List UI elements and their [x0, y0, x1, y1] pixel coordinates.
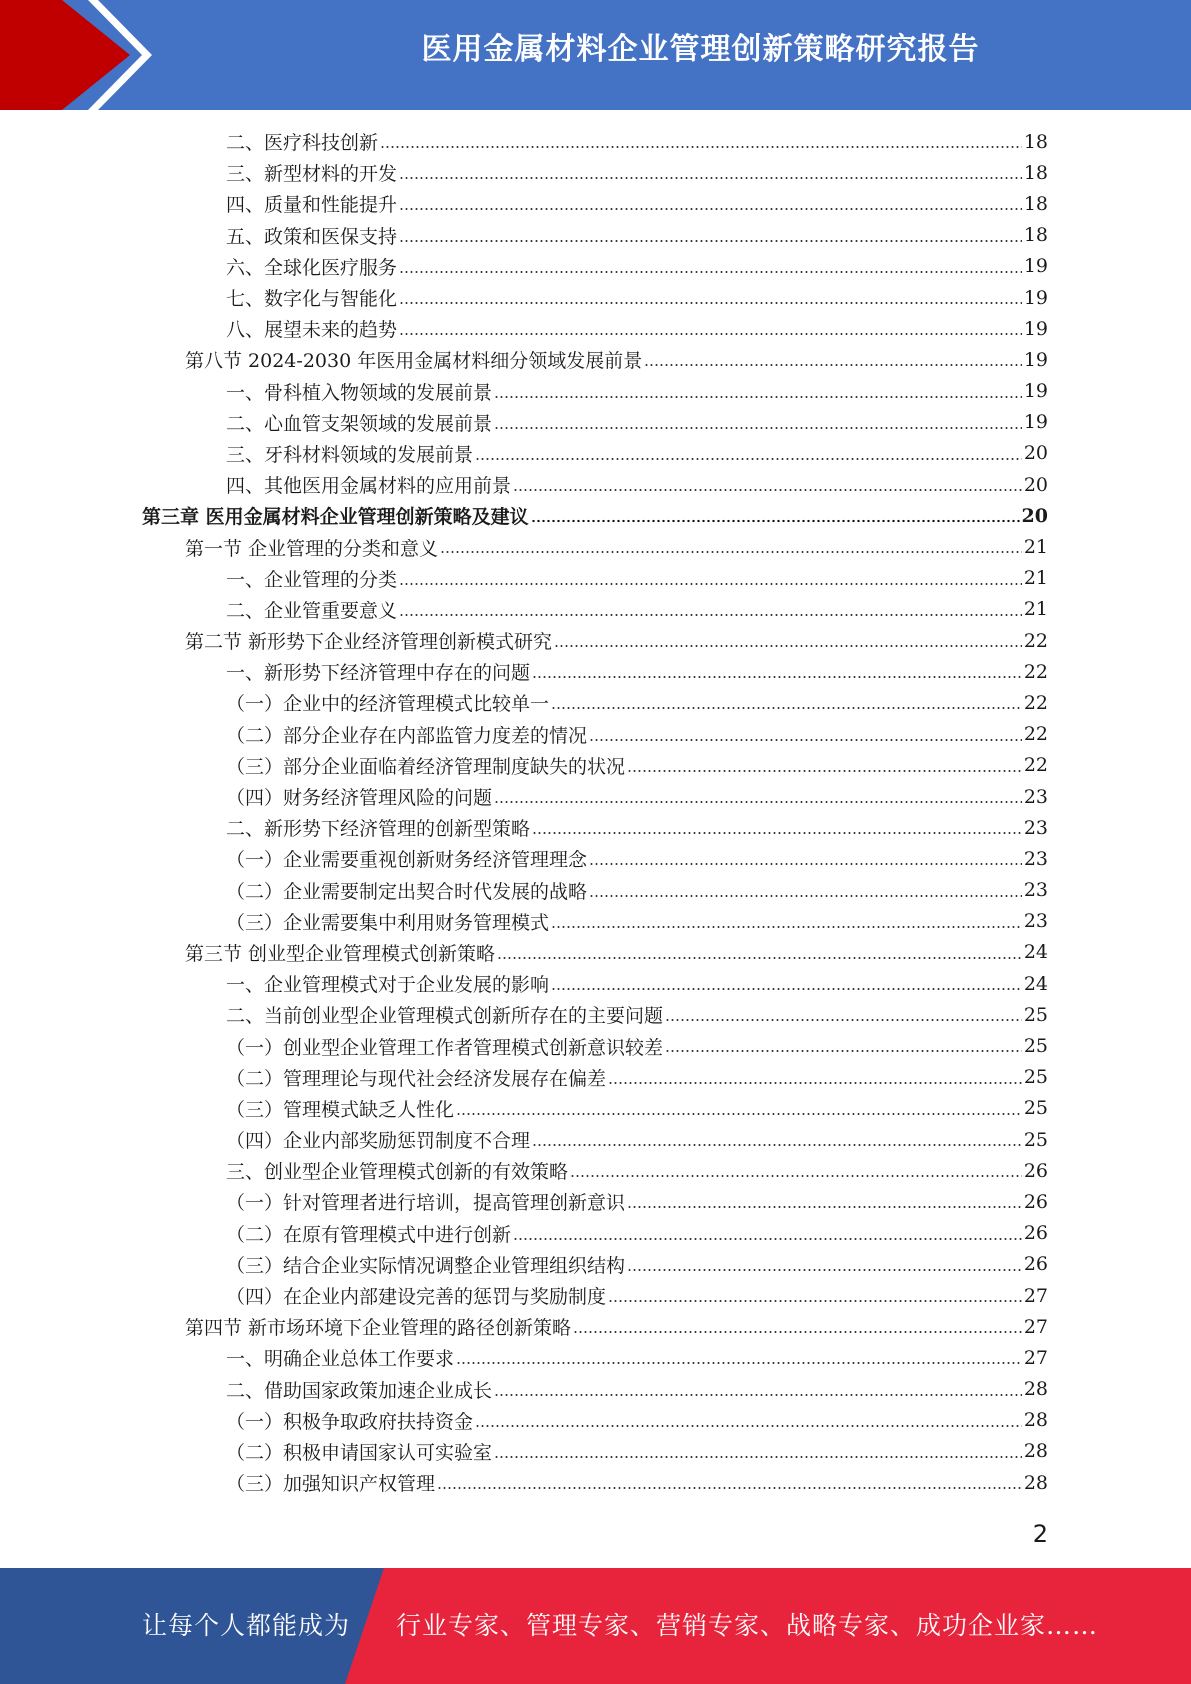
toc-entry-page: 19: [1023, 380, 1048, 403]
toc-entry-page: 27: [1023, 1346, 1048, 1369]
toc-entry[interactable]: [0, 1093, 1048, 1124]
toc-entry[interactable]: [0, 968, 1048, 999]
toc-entry-page: 23: [1023, 816, 1048, 839]
toc-entry-page: 25: [1023, 1035, 1048, 1058]
toc-entry-title: 一、骨科植入物领域的发展前景: [226, 381, 493, 404]
toc-dot-leader: [551, 687, 1022, 718]
page-header: [0, 0, 1191, 110]
toc-dot-leader: [589, 875, 1022, 906]
toc-entry-page: 20: [1023, 442, 1048, 465]
toc-dot-leader: [551, 968, 1022, 999]
toc-entry[interactable]: [0, 999, 1048, 1030]
toc-dot-leader: [494, 407, 1022, 438]
toc-entry-title: （一）针对管理者进行培训，提高管理创新意识: [226, 1192, 626, 1215]
toc-entry[interactable]: [0, 1280, 1048, 1311]
toc-entry[interactable]: [0, 687, 1048, 718]
toc-entry-page: 21: [1023, 598, 1048, 621]
toc-entry-page: 26: [1023, 1190, 1048, 1213]
toc-dot-leader: [456, 1093, 1022, 1124]
toc-entry-page: 27: [1023, 1284, 1048, 1307]
toc-dot-leader: [399, 251, 1022, 282]
toc-entry-page: 18: [1023, 130, 1048, 153]
toc-entry-title: （三）企业需要集中利用财务管理模式: [226, 911, 550, 934]
toc-dot-leader: [380, 126, 1022, 157]
toc-dot-leader: [627, 1186, 1022, 1217]
toc-entry-title: （二）管理理论与现代社会经济发展存在偏差: [226, 1067, 607, 1090]
toc-entry[interactable]: [0, 1342, 1048, 1373]
toc-entry-page: 23: [1023, 910, 1048, 933]
toc-entry-page: 24: [1023, 972, 1048, 995]
toc-entry-page: 20: [1023, 473, 1048, 496]
toc-dot-leader: [456, 1342, 1022, 1373]
toc-entry-title: （三）结合企业实际情况调整企业管理组织结构: [226, 1254, 626, 1277]
toc-entry-page: 23: [1023, 879, 1048, 902]
toc-entry-title: 四、质量和性能提升: [226, 194, 398, 217]
toc-entry-page: 25: [1023, 1097, 1048, 1120]
toc-entry-title: （四）财务经济管理风险的问题: [226, 787, 493, 810]
toc-entry-page: 22: [1023, 723, 1048, 746]
toc-entry-title: （二）部分企业存在内部监管力度差的情况: [226, 724, 588, 747]
toc-entry-title: （一）企业中的经济管理模式比较单一: [226, 693, 550, 716]
toc-entry[interactable]: [0, 906, 1048, 937]
toc-entry-page: 19: [1023, 317, 1048, 340]
toc-dot-leader: [494, 376, 1022, 407]
toc-entry-page: 28: [1023, 1409, 1048, 1432]
toc-entry[interactable]: [0, 407, 1048, 438]
toc-entry[interactable]: [0, 531, 1048, 562]
toc-entry-page: 27: [1023, 1315, 1048, 1338]
toc-dot-leader: [570, 1155, 1022, 1186]
toc-entry-page: 18: [1023, 224, 1048, 247]
toc-entry-page: 22: [1023, 660, 1048, 683]
toc-entry-title: 四、其他医用金属材料的应用前景: [226, 475, 512, 498]
toc-entry[interactable]: [0, 157, 1048, 188]
toc-dot-leader: [551, 906, 1022, 937]
toc-entry-title: 第四节 新市场环境下企业管理的路径创新策略: [185, 1317, 572, 1340]
toc-entry-title: 三、新型材料的开发: [226, 163, 398, 186]
toc-entry-title: （二）企业需要制定出契合时代发展的战略: [226, 880, 588, 903]
toc-entry-title: 五、政策和医保支持: [226, 225, 398, 248]
toc-entry[interactable]: [0, 126, 1048, 157]
toc-dot-leader: [573, 1311, 1022, 1342]
toc-entry[interactable]: [0, 376, 1048, 407]
toc-entry[interactable]: [0, 1030, 1048, 1061]
page-number: 2: [1032, 1520, 1048, 1548]
toc-entry-page: 18: [1023, 161, 1048, 184]
toc-entry-title: 一、企业管理的分类: [226, 568, 398, 591]
toc-dot-leader: [665, 999, 1022, 1030]
toc-entry[interactable]: [0, 719, 1048, 750]
toc-entry-page: 21: [1023, 536, 1048, 559]
toc-entry-title: 第三章 医用金属材料企业管理创新策略及建议: [142, 506, 529, 529]
toc-entry-title: （一）企业需要重视创新财务经济管理理念: [226, 849, 588, 872]
toc-entry-title: 二、企业管重要意义: [226, 599, 398, 622]
toc-entry[interactable]: [0, 1405, 1048, 1436]
toc-entry[interactable]: [0, 313, 1048, 344]
toc-entry[interactable]: [0, 750, 1048, 781]
toc-entry[interactable]: [0, 1249, 1048, 1280]
toc-entry-page: 20: [1021, 504, 1048, 527]
toc-entry-title: （二）在原有管理模式中进行创新: [226, 1223, 512, 1246]
toc-entry-page: 22: [1023, 691, 1048, 714]
footer-slogan-lead: 让每个人都能成为: [142, 1611, 351, 1640]
toc-entry[interactable]: [0, 843, 1048, 874]
toc-entry[interactable]: [0, 1186, 1048, 1217]
toc-entry-title: （一）积极争取政府扶持资金: [226, 1410, 474, 1433]
toc-entry-page: 26: [1023, 1253, 1048, 1276]
toc-dot-leader: [627, 1249, 1022, 1280]
toc-entry[interactable]: [0, 1467, 1048, 1498]
toc-entry-page: 25: [1023, 1066, 1048, 1089]
toc-entry[interactable]: [0, 563, 1048, 594]
toc-dot-leader: [494, 1436, 1022, 1467]
toc-dot-leader: [399, 313, 1022, 344]
toc-entry-title: 一、企业管理模式对于企业发展的影响: [226, 974, 550, 997]
toc-dot-leader: [532, 1124, 1022, 1155]
toc-entry-title: 二、借助国家政策加速企业成长: [226, 1379, 493, 1402]
table-of-contents: [0, 126, 1191, 1498]
toc-entry-page: 28: [1023, 1378, 1048, 1401]
toc-dot-leader: [554, 625, 1022, 656]
toc-entry-title: 第二节 新形势下企业经济管理创新模式研究: [185, 631, 553, 654]
toc-dot-leader: [399, 594, 1022, 625]
toc-entry-title: 第三节 创业型企业管理模式创新策略: [185, 942, 496, 965]
toc-entry-title: 七、数字化与智能化: [226, 288, 398, 311]
toc-entry-title: 二、当前创业型企业管理模式创新所存在的主要问题: [226, 1005, 664, 1028]
toc-entry-title: 二、医疗科技创新: [226, 132, 379, 155]
toc-entry-page: 19: [1023, 255, 1048, 278]
toc-dot-leader: [513, 469, 1022, 500]
toc-entry-title: 二、心血管支架领域的发展前景: [226, 412, 493, 435]
footer-slogan-roles: 行业专家、管理专家、营销专家、战略专家、成功企业家……: [396, 1611, 1099, 1640]
toc-dot-leader: [608, 1280, 1022, 1311]
toc-dot-leader: [440, 531, 1022, 562]
toc-entry[interactable]: [0, 344, 1048, 375]
toc-entry[interactable]: [0, 188, 1048, 219]
toc-entry-title: 一、新形势下经济管理中存在的问题: [226, 662, 531, 685]
toc-entry[interactable]: [0, 438, 1048, 469]
toc-entry-title: （三）部分企业面临着经济管理制度缺失的状况: [226, 755, 626, 778]
report-title: 医用金属材料企业管理创新策略研究报告: [421, 32, 980, 67]
toc-entry-page: 22: [1023, 754, 1048, 777]
toc-dot-leader: [589, 719, 1022, 750]
toc-entry-title: 三、创业型企业管理模式创新的有效策略: [226, 1161, 569, 1184]
toc-entry[interactable]: [0, 937, 1048, 968]
toc-entry-title: （四）企业内部奖励惩罚制度不合理: [226, 1130, 531, 1153]
toc-entry-title: （一）创业型企业管理工作者管理模式创新意识较差: [226, 1036, 664, 1059]
toc-dot-leader: [589, 843, 1022, 874]
toc-entry-page: 19: [1023, 348, 1048, 371]
toc-dot-leader: [532, 812, 1022, 843]
toc-dot-leader: [475, 1405, 1022, 1436]
toc-entry[interactable]: [0, 1124, 1048, 1155]
toc-entry-page: 26: [1023, 1222, 1048, 1245]
toc-dot-leader: [399, 220, 1022, 251]
toc-entry[interactable]: [0, 781, 1048, 812]
toc-entry-title: 八、展望未来的趋势: [226, 319, 398, 342]
toc-dot-leader: [494, 1374, 1022, 1405]
toc-entry-page: 28: [1023, 1471, 1048, 1494]
toc-dot-leader: [665, 1030, 1022, 1061]
toc-dot-leader: [399, 282, 1022, 313]
toc-entry[interactable]: [0, 656, 1048, 687]
toc-entry-page: 26: [1023, 1159, 1048, 1182]
toc-entry-page: 22: [1023, 629, 1048, 652]
toc-entry-title: 第八节 2024-2030 年医用金属材料细分领域发展前景: [185, 350, 643, 373]
toc-entry-title: 三、牙科材料领域的发展前景: [226, 443, 474, 466]
toc-entry-page: 19: [1023, 286, 1048, 309]
toc-entry-title: （四）在企业内部建设完善的惩罚与奖励制度: [226, 1286, 607, 1309]
toc-entry[interactable]: [0, 282, 1048, 313]
toc-entry-title: 二、新形势下经济管理的创新型策略: [226, 818, 531, 841]
toc-entry[interactable]: [0, 220, 1048, 251]
toc-entry[interactable]: [0, 469, 1048, 500]
toc-entry[interactable]: [0, 875, 1048, 906]
toc-entry-title: 第一节 企业管理的分类和意义: [185, 537, 439, 560]
toc-entry-page: 21: [1023, 567, 1048, 590]
toc-dot-leader: [644, 344, 1022, 375]
toc-dot-leader: [532, 656, 1022, 687]
toc-dot-leader: [494, 781, 1022, 812]
toc-entry-page: 24: [1023, 941, 1048, 964]
toc-entry-title: 六、全球化医疗服务: [226, 256, 398, 279]
toc-entry-title: 一、明确企业总体工作要求: [226, 1348, 455, 1371]
toc-entry[interactable]: [0, 251, 1048, 282]
toc-entry[interactable]: [0, 1218, 1048, 1249]
toc-dot-leader: [608, 1062, 1022, 1093]
toc-entry-page: 19: [1023, 411, 1048, 434]
toc-entry[interactable]: [0, 812, 1048, 843]
toc-entry[interactable]: [0, 1062, 1048, 1093]
toc-entry[interactable]: [0, 594, 1048, 625]
toc-entry-title: （二）积极申请国家认可实验室: [226, 1441, 493, 1464]
toc-dot-leader: [399, 563, 1022, 594]
toc-entry-page: 28: [1023, 1440, 1048, 1463]
toc-entry-page: 18: [1023, 192, 1048, 215]
toc-dot-leader: [399, 188, 1022, 219]
toc-entry-page: 23: [1023, 785, 1048, 808]
toc-dot-leader: [475, 438, 1022, 469]
toc-dot-leader: [513, 1218, 1022, 1249]
toc-entry-title: （三）加强知识产权管理: [226, 1473, 436, 1496]
toc-entry[interactable]: [0, 625, 1048, 656]
toc-dot-leader: [627, 750, 1022, 781]
toc-entry[interactable]: [0, 1155, 1048, 1186]
toc-entry[interactable]: [0, 1436, 1048, 1467]
toc-entry-page: 25: [1023, 1003, 1048, 1026]
page-footer: [0, 1568, 1191, 1684]
toc-dot-leader: [531, 500, 1020, 531]
toc-entry-page: 23: [1023, 847, 1048, 870]
toc-entry[interactable]: [0, 1374, 1048, 1405]
toc-dot-leader: [399, 157, 1022, 188]
toc-entry-page: 25: [1023, 1128, 1048, 1151]
toc-dot-leader: [437, 1467, 1022, 1498]
toc-entry-title: （三）管理模式缺乏人性化: [226, 1098, 455, 1121]
toc-entry[interactable]: [0, 500, 1048, 531]
toc-dot-leader: [497, 937, 1022, 968]
toc-entry[interactable]: [0, 1311, 1048, 1342]
